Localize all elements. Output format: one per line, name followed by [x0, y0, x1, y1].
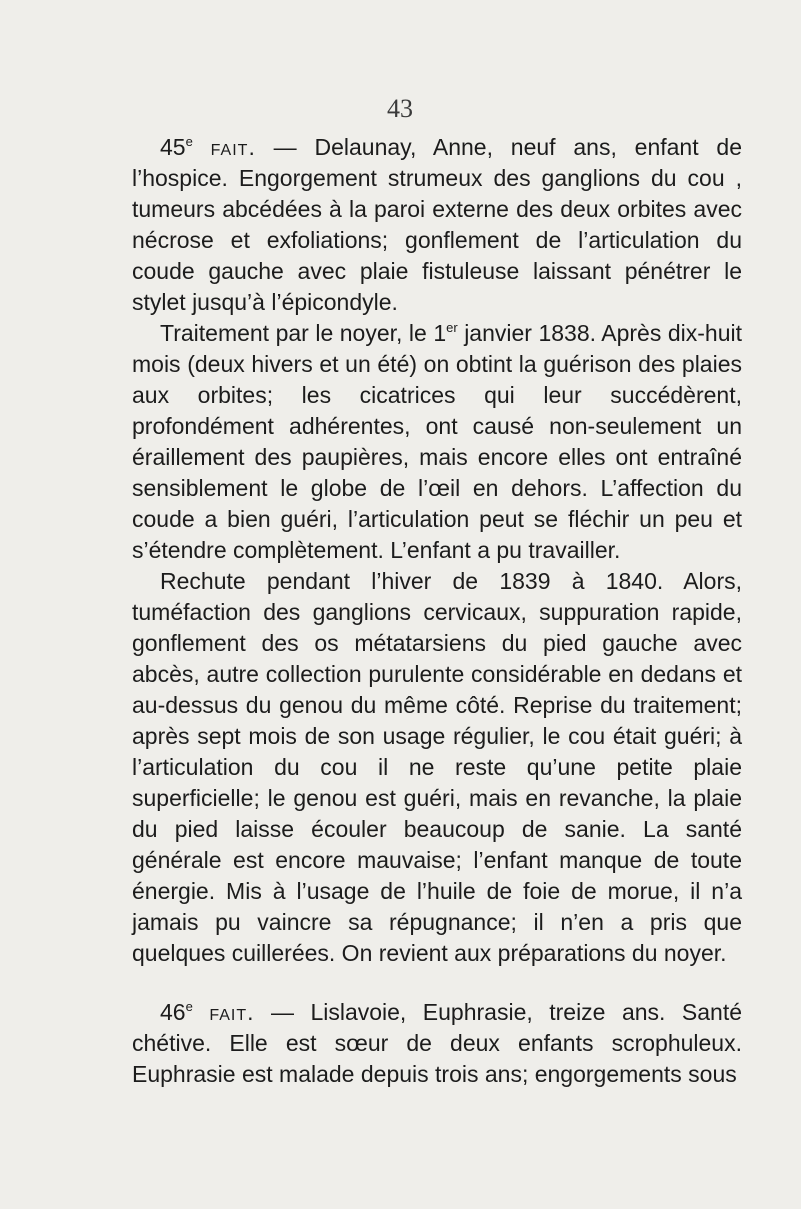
case-46-dash: —	[254, 999, 311, 1025]
case-46-intro-paragraph	[132, 997, 742, 1090]
case-45-label: fait.	[210, 134, 256, 160]
page-number: 43	[387, 94, 413, 123]
case-45-relapse-paragraph: Rechute pendant l’hiver de 1839 à 1840. Alors, tuméfaction des ganglions cervicaux, suppuration rapide, gonflement des os métatarsiens du pied gauche avec abcès, autre collection purulente considérable en dedans et au-dessus du genou du même côté. Reprise du traitement; après sept mois de son usage régulier, le cou était guéri; à l’articulation du cou il ne reste qu’une petite plaie superficielle; le genou est guéri, mais en revanche, la plaie du pied laisse écouler beaucoup de sanie. La santé générale est encore mauvaise; l’enfant manque de toute énergie. Mis à l’usage de l’huile de foie de morue, il n’a jamais pu vaincre sa répugnance; il n’en a pris que quelques cuillerées. On revient aux préparations du noyer.	[132, 568, 742, 966]
case-46-label: fait.	[209, 999, 255, 1025]
case-45-number: 45	[160, 134, 186, 160]
body-text	[132, 132, 742, 1090]
case-46-intro-text: Lislavoie, Euphrasie, treize ans. Santé chétive. Elle est sœur de deux enfants scrophuleux. Euphrasie est malade depuis trois ans; engorgements sous	[132, 999, 743, 1087]
case-45-treatment-paragraph	[132, 318, 742, 566]
case-45-intro-paragraph	[132, 132, 742, 318]
case-45-treatment-start: Traitement par le noyer, le 1	[160, 320, 447, 346]
case-45-treatment-sup: er	[446, 320, 458, 335]
case-45-dash: —	[255, 134, 315, 160]
case-46-suffix: e	[185, 999, 193, 1014]
case-45-treatment-rest: janvier 1838. Après dix-huit mois (deux hivers et un été) on obtint la guérison des plaies aux orbites; les cicatrices qui leur succédèrent, profondément adhérentes, ont causé non-seulement un éraillement des paupières, mais encore elles ont entraîné sensiblement le globe de l’œil en dehors. L’affection du coude a bien guéri, l’articulation peut se fléchir un peu et s’étendre complètement. L’enfant a pu travailler.	[132, 320, 743, 563]
case-45-suffix: e	[185, 134, 193, 149]
case-46-number: 46	[160, 999, 186, 1025]
case-45-intro-text: Delaunay, Anne, neuf ans, enfant de l’hospice. Engorgement strumeux des ganglions du cou , tumeurs abcédées à la paroi externe des deux orbites avec nécrose et exfoliations; gonflement de l’articulation du coude gauche avec plaie fistuleuse laissant pénétrer le stylet jusqu’à l’épicondyle.	[132, 134, 743, 315]
